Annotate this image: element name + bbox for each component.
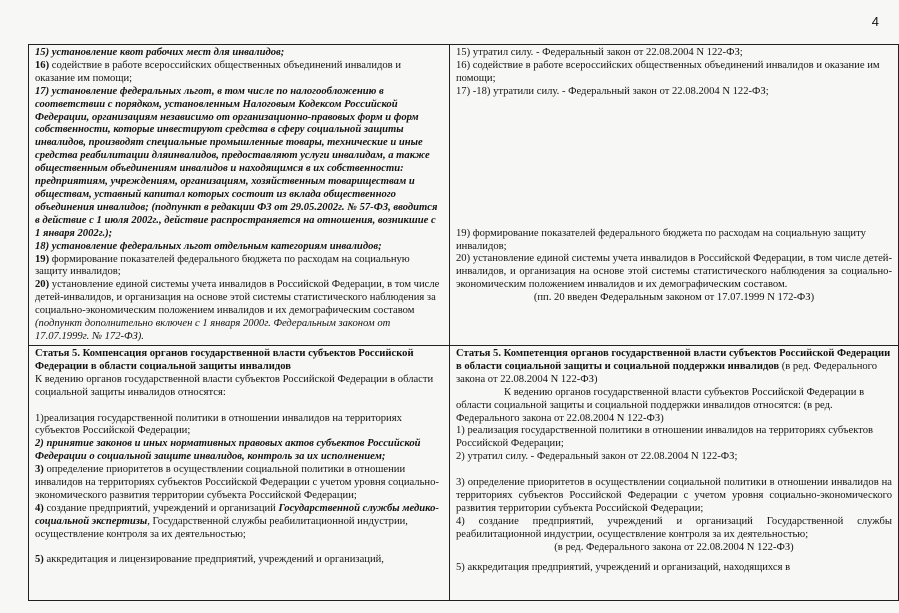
art5-item-4-old: 4) создание предприятий, учреждений и организаций Государственной службы медико-социальной экспертизы, Государственной службы реабилитационной индустрии, осуществление контроля за их деятельностью; xyxy=(35,502,439,540)
article-5-intro-new: К ведению органов государственной власти субъектов Российской Федерации в области социальной защиты и социальной поддержки инвалидов относятся: (в ред. Федерального закона от 22.08.2004 N 122-ФЗ) xyxy=(456,386,867,424)
page-number: 4 xyxy=(871,14,879,29)
old-version-cell xyxy=(29,45,450,346)
art5-item-4-new-note: (в ред. Федерального закона от 22.08.2004 N 122-ФЗ) xyxy=(554,541,794,553)
article-5-intro-old: К ведению органов государственной власти субъектов Российской Федерации в области социальной защиты инвалидов относятся: xyxy=(35,373,436,398)
item-16-new: 16) содействие в работе всероссийских общественных объединений инвалидов и оказание им помощи; xyxy=(456,59,883,84)
item-16-old: 16) содействие в работе всероссийских общественных объединений инвалидов и оказание им помощи; xyxy=(35,59,404,84)
article-5-title-old: Статья 5. Компенсация органов государственной власти субъектов Российской Федерации в области социальной защиты инвалидов xyxy=(35,348,417,372)
item-19-old: 19) формирование показателей федерального бюджета по расходам на социальную защиту инвалидов; xyxy=(35,253,413,278)
article-5-title-new: Статья 5. Компетенция органов государственной власти субъектов Российской Федерации в области социальной защиты и социальной поддержки инвалидов (в ред. Федерального закона от 22.08.2004 N 122-ФЗ) xyxy=(456,348,893,385)
art5-item-4-new: 4) создание предприятий, учреждений и организаций Государственной службы реабилитационной индустрии, осуществление контроля за их деятельностью; xyxy=(456,515,895,540)
law-comparison-table xyxy=(28,44,899,601)
new-version-cell xyxy=(450,346,899,601)
art5-item-1-new: 1) реализация государственной политики в отношении инвалидов на территориях субъектов Российской Федерации; xyxy=(456,425,876,450)
old-version-cell xyxy=(29,346,450,601)
item-19-new: 19) формирование показателей федерального бюджета по расходам на социальную защиту инвалидов; xyxy=(456,227,869,252)
art5-item-5-new: 5) аккредитация предприятий, учреждений и организаций, находящихся в xyxy=(456,562,791,574)
art5-item-1-old: 1)реализация государственной политики в отношении инвалидов на территориях субъектов Российской Федерации; xyxy=(35,412,405,437)
new-version-cell xyxy=(450,45,899,346)
item-20-old: 20) установление единой системы учета инвалидов в Российской Федерации, в том числе детей-инвалидов, и организация на основе этой системы статистического наблюдения за социально-экономическим положением инвалидов и их демографическим составом (подпункт дополнительно включен с 1 января 2000г. Федеральным законом от 17.07.1999г. № 172-ФЗ). xyxy=(35,279,443,342)
art5-item-3-old: 3) определение приоритетов в осуществлении социальной политики в отношении инвалидов на территориях субъектов Российской Федерации с учетом уровня социально-экономического развития территории субъекта Российской Федерации; xyxy=(35,464,439,501)
item-17-old: 17) установление федеральных льгот, в том числе по налогообложению в соответствии с порядком, установленным Налоговым Кодексом Российской Федерации, организациям независимо от организационно-правовых форм и форм собственности, которые инвестируют средства в сферу социальной защиты инвалидов, производят специальные промышленные товары, технические и иные средства реабилитации дляинвалидов, предоставляют услуги инвалидам, а также общественным объединениям инвалидов и находящимся в их собственности: предприятиям, учреждениям, организациям, хозяйственным товариществам и обществам, уставный капитал которых состоит из вклада общественного объединения инвалидов; (подпункт в редакции ФЗ от 29.05.2002г. № 57-ФЗ, вводится в действие с 1 июля 2002г., действие распространяется на отношения, возникшие с 1 января 2002г.); xyxy=(35,85,441,239)
item-20-new: 20) установление единой системы учета инвалидов в Российской Федерации, в том числе детей-инвалидов, и организация на основе этой системы статистического наблюдения за социально-экономическим положением инвалидов и их демографическим составом. xyxy=(456,253,892,291)
item-17-18-new: 17) -18) утратили силу. - Федеральный закон от 22.08.2004 N 122-ФЗ; xyxy=(456,85,769,97)
art5-item-5-old: 5) аккредитация и лицензирование предприятий, учреждений и организаций, xyxy=(35,554,384,566)
art5-item-2-old: 2) принятие законов и иных нормативных правовых актов субъектов Российской Федерации о социальной защите инвалидов, контроль за их исполнением; xyxy=(35,438,424,463)
table-row xyxy=(29,346,899,601)
item-15-old: 15) установление квот рабочих мест для инвалидов; xyxy=(35,47,285,58)
art5-item-2-new: 2) утратил силу. - Федеральный закон от 22.08.2004 N 122-ФЗ; xyxy=(456,451,738,463)
art5-item-3-new: 3) определение приоритетов в осуществлении социальной политики в отношении инвалидов на территориях субъектов Российской Федерации с учетом уровня социально-экономического развития территории субъекта Российской Федерации; xyxy=(456,477,895,514)
item-18-old: 18) установление федеральных льгот отдельным категориям инвалидов; xyxy=(35,240,382,252)
item-20-new-note: (пп. 20 введен Федеральным законом от 17.07.1999 N 172-ФЗ) xyxy=(533,292,815,304)
item-15-new: 15) утратил силу. - Федеральный закон от 22.08.2004 N 122-ФЗ; xyxy=(456,47,743,58)
table-row xyxy=(29,45,899,346)
